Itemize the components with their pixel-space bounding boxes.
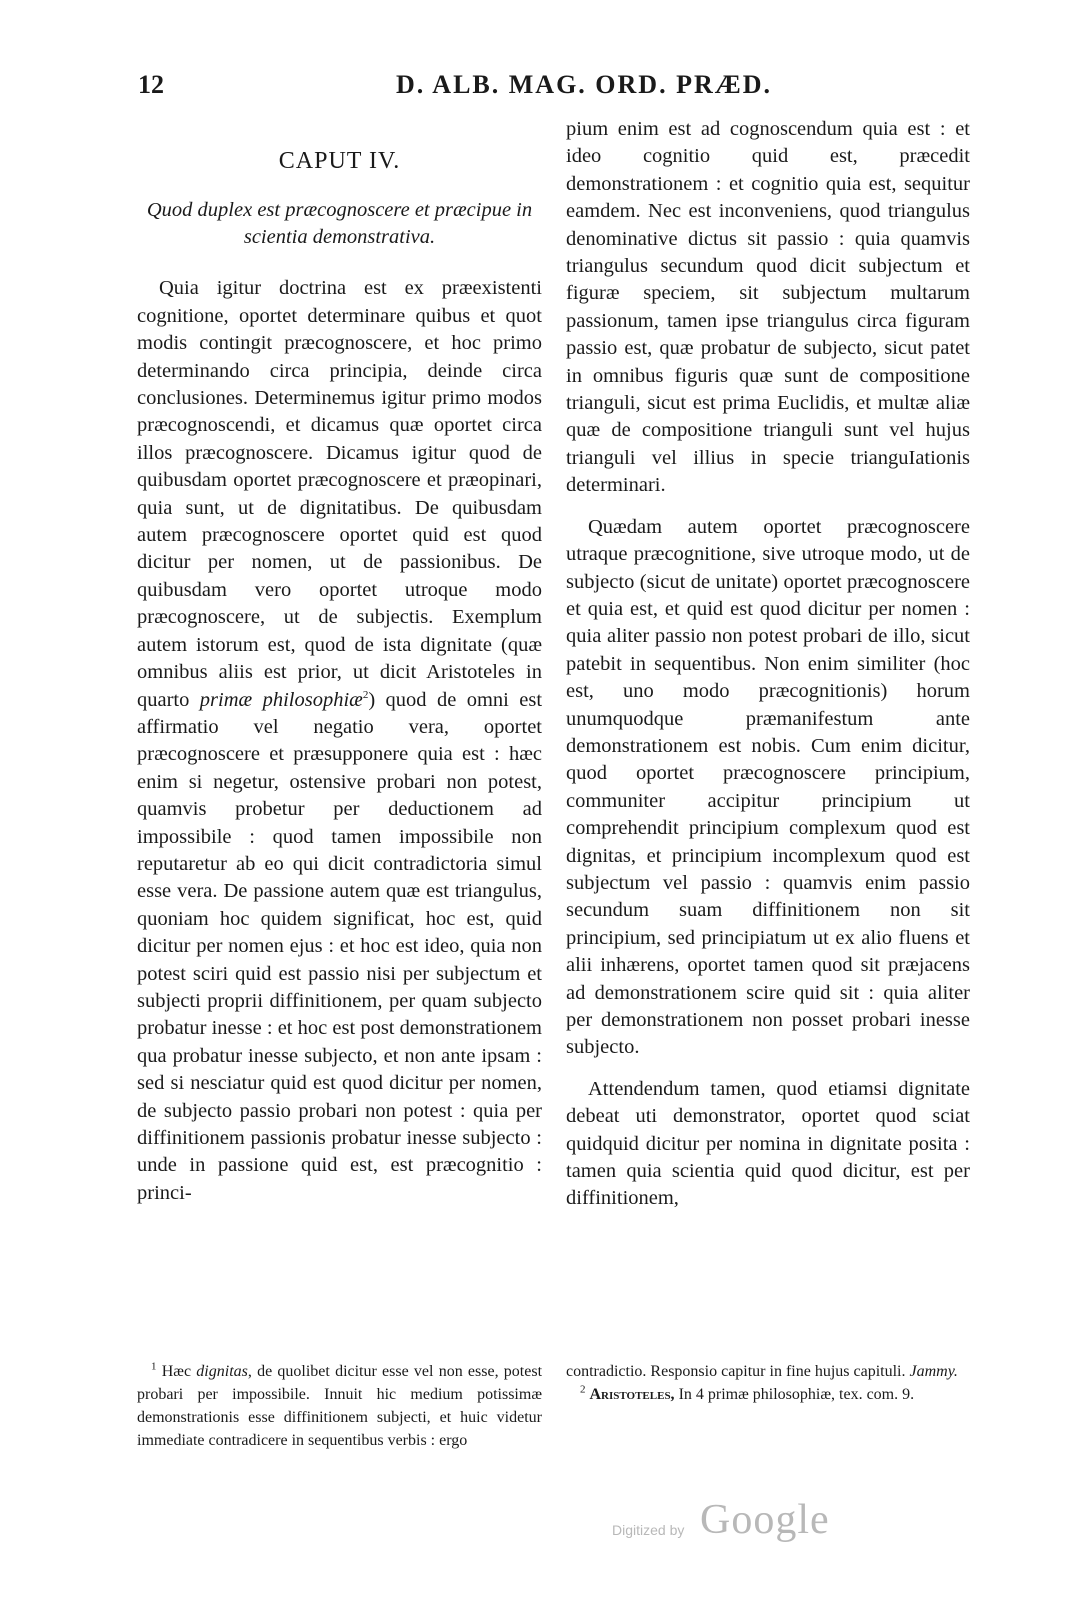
footnote-continuation: contradictio. Responsio capitur in fine hujus capituli. Jammy. $^2$ Aristoteles, In 4 primæ philosophiæ, tex. com. 9. (566, 1360, 970, 1406)
footnote-1: $^1$ Hæc dignitas, de quolibet dicitur esse vel non esse, potest probari per impossibile. Innuit hic medium potissimæ demonstrationis esse diffinitionem subjecti, et huic videtur immediate contradicere in sequentibus verbis : ergo (137, 1360, 543, 1449)
footnote-marker: 2 (580, 1383, 586, 1396)
page-number: 12 (138, 70, 164, 99)
right-column (566, 116, 970, 1213)
paragraph: Quia igitur doctrina est ex præexistenti cognitione, oportet determinare quibus et quot modis contingit præcognoscere, et hoc primo determinando circa principia, deinde circa conclusiones. Determinemus igitur primo modos præcognoscendi, et dicamus quæ oportet circa illos præcognoscere. Dicamus igitur quod de quibusdam oportet præcognoscere et præopinari, quia sunt, ut de dignitatibus. De quibusdam autem præcognoscere oportet quid est quod dicitur per nomen, ut de passionibus. De quibusdam vero oportet utroque modo præcognoscere, ut de subjectis. Exemplum autem istorum est, quod de ista dignitate (quæ omnibus aliis est prior, ut dicit Aristoteles in quarto primæ philosophiæ$^2$) quod de omni est affirmatio vel negatio vera, oportet præcognoscere et præsupponere quia est : hæc enim si negetur, ostensive probari non potest, quamvis probetur per deductionem ad impossibile : quod tamen impossibile non reputaretur ab eo qui dicit contradictoria simul esse vera. De passione autem quæ est triangulus, quoniam hoc quidem significat, hoc est, quid dicitur per nomen ejus : et hoc est ideo, quia non potest sciri quid est passio nisi per subjectum et subjecti proprii diffinitionem, per quam subjecto probatur inesse : et hoc est post demonstrationem qua probatur inesse subjecto, et non ante ipsam : sed si nesciatur quid est quod dicitur per nomen, de subjecto passio probari non potest : quia per diffinitionem passionis probatur inesse subjecto : unde in passione quid est, est præcognitio : princi- (137, 277, 543, 1204)
footnote-marker: 1 (151, 1360, 157, 1373)
running-title: D. ALB. MAG. ORD. PRÆD. (395, 70, 773, 99)
digitized-label: Digitized by (612, 1522, 685, 1538)
footnote-2: $^2$ Aristoteles, In 4 primæ philosophiæ, tex. com. 9. (580, 1383, 915, 1403)
paragraph-continued: pium enim est ad cognoscendum quia est : et ideo cognitio quid est, præcedit demonstrationem : et cognitio quia est, sequitur eamdem. Nec est inconveniens, quod triangulus denominative dictus sit passio : quia quamvis triangulus secundum quod dicit subjectum et figuræ speciem, sit subjectum multarum passionum, tamen ipse triangulus circa figuram passio est, quæ probatur de subjecto, sicut patet in omnibus figuris quæ sunt de compositione trianguli, sicut est prima Euclidis, et multæ aliæ quæ de compositione trianguli sunt vel hujus trianguli vel illius in specie trianguIationis determinari. (566, 118, 970, 497)
left-column (137, 143, 542, 1207)
running-head (138, 70, 970, 110)
footnote-author: Jammy. (909, 1363, 958, 1380)
chapter-subtitle: Quod duplex est præcognoscere et præcipue in scientia demonstrativa. (146, 199, 533, 249)
italic-term: primæ philosophiæ (199, 688, 363, 711)
paragraph: Attendendum tamen, quod etiamsi dignitate debeat uti demonstrator, oportet quod sciat quidquid dicitur per nomina in dignitate posita : tamen quia scientia quid quod dicitur, est per diffinitionem, (566, 1077, 970, 1210)
paragraph: Quædam autem oportet præcognoscere utraque præcognitione, sive utroque modo, ut de subjecto (sicut de unitate) oportet præcognoscere et quia est, et quid est quod dicitur per nomen : quia aliter passio non potest probari de illo, sicut patebit in sequentibus. Non enim similiter (hoc est, uno modo præcognitionis) horum unumquodque præmanifestum ante demonstrationem est nobis. Cum enim dicitur, quod oportet præcognoscere principium, communiter accipitur principium ut comprehendit principium complexum quod est dignitas, et principium incomplexum quod est subjectum vel passio : quamvis enim passio secundum suam diffinitionem non sit principium, sed principiatum ut ex alio fluens et alii inhærens, oportet tamen quod sit præjacens ad demonstrationem scire quid sit : quia aliter per demonstrationem non posset probari inesse subjecto. (566, 515, 970, 1059)
footnote-ref: 2 (362, 688, 369, 701)
chapter-title: CAPUT IV. (278, 148, 401, 174)
footnote-author: Aristoteles, (589, 1386, 675, 1403)
google-logo: Google (700, 1497, 830, 1543)
